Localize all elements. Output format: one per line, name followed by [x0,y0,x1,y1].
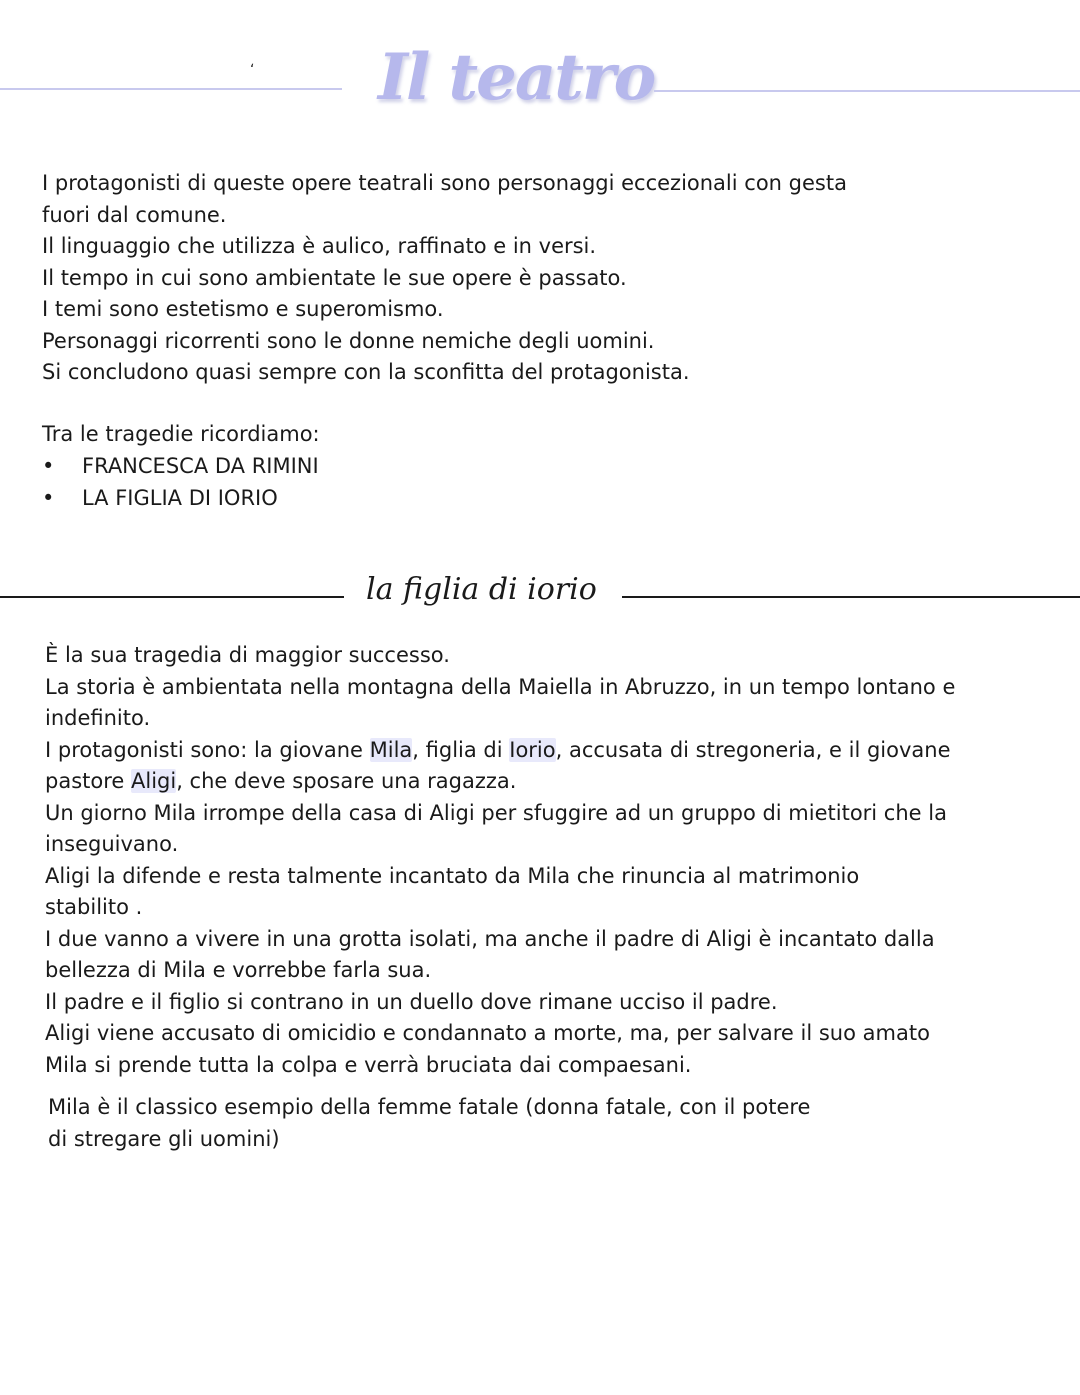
text-line: di stregare gli uomini) [48,1126,280,1151]
highlight-mila: Mila [369,737,413,762]
text-line: Si concludono quasi sempre con la sconfitta del protagonista. [42,360,690,384]
text-line: indefinito. [45,706,151,730]
conclusion-paragraph [48,1092,810,1155]
text-span: I protagonisti sono: la giovane [45,737,370,762]
text-span: pastore [45,769,131,793]
text-line: Il padre e il figlio si contrano in un duello dove rimane ucciso il padre. [45,989,778,1014]
header-divider-right [654,90,1080,92]
text-line: Il linguaggio che utilizza è aulico, raffinato e in versi. [42,234,597,258]
protagonists-line [45,766,955,798]
text-line: Mila è il classico esempio della femme fatale (donna fatale, con il potere [48,1095,811,1119]
text-span: , che deve sposare una ragazza. [176,769,517,793]
text-line: I temi sono estetismo e superomismo. [42,297,444,321]
text-line: stabilito . [45,895,143,919]
bullet-icon: • [42,454,55,478]
text-line: Mila si prende tutta la colpa e verrà bruciata dai compaesani. [45,1052,692,1077]
bullet-icon: • [42,485,55,510]
page-title: Il teatro [378,40,655,115]
text-line: Aligi la difende e resta talmente incantato da Mila che rinuncia al matrimonio [45,863,860,888]
stray-mark: ʻ [250,62,255,78]
text-line: La storia è ambientata nella montagna della Maiella in Abruzzo, in un tempo lontano e [45,674,956,699]
list-item [42,451,319,483]
text-line: Un giorno Mila irrompe della casa di Aligi per sfuggire ad un gruppo di mietitori che la [45,800,947,825]
highlight-aligi: Aligi [131,769,177,793]
text-line: È la sua tragedia di maggior successo. [45,643,450,667]
header-divider-left [0,88,342,90]
text-span: , accusata di stregoneria, e il giovane [555,737,951,762]
list-item-label: LA FIGLIA DI IORIO [82,485,278,510]
text-line: I protagonisti di queste opere teatrali sono personaggi eccezionali con gesta [42,171,847,195]
section-divider-right [622,596,1080,598]
protagonists-line [45,735,955,767]
text-line: Aligi viene accusato di omicidio e condannato a morte, ma, per salvare il suo amato [45,1021,930,1045]
highlight-iorio: Iorio [509,737,556,762]
tragedy-list [42,451,319,514]
tragedies-label: Tra le tragedie ricordiamo: [42,422,320,446]
section-divider-left [0,596,344,598]
text-line: I due vanno a vivere in una grotta isolati, ma anche il padre di Aligi è incantato dalla [45,926,935,951]
story-paragraph [45,640,955,1081]
text-line: inseguivano. [45,832,179,856]
section-title: la figlia di iorio [366,572,597,607]
text-line: Personaggi ricorrenti sono le donne nemiche degli uomini. [42,328,655,353]
text-line: bellezza di Mila e vorrebbe farla sua. [45,958,432,982]
intro-paragraph [42,168,847,389]
text-line: Il tempo in cui sono ambientate le sue opere è passato. [42,265,627,290]
list-item [42,483,319,515]
text-span: , figlia di [412,737,510,762]
list-item-label: FRANCESCA DA RIMINI [82,454,319,478]
text-line: fuori dal comune. [42,202,227,227]
